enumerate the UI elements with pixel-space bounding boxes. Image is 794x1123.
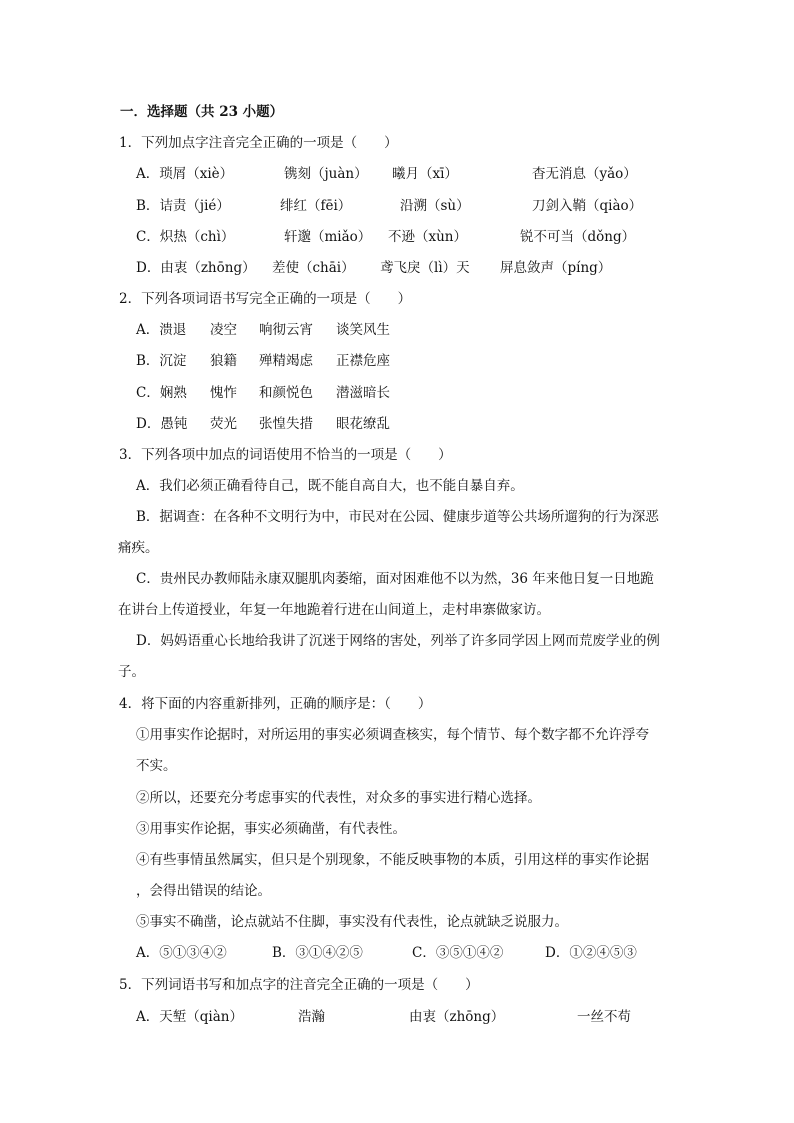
q4-option-d: D．①②④⑤③ [545, 945, 637, 961]
q1-d-2: 差使（chāi） [272, 260, 355, 276]
q1-c-3: 不逊（xùn） [388, 229, 468, 245]
q2-a-4: 谈笑风生 [336, 322, 390, 338]
question-1-stem: 1．下列加点字注音完全正确的一项是（ ） [119, 135, 398, 151]
q2-b-2: 狼籍 [210, 353, 237, 369]
q4-option-a: A．⑤①③④② [136, 945, 227, 961]
q2-a-3: 响彻云宵 [259, 322, 313, 338]
q3-option-c: C．贵州民办教师陆永康双腿肌肉萎缩，面对困难他不以为然，36 年来他日复一日地跪 [136, 571, 654, 587]
q1-c-4: 锐不可当（dǒng） [520, 229, 636, 245]
q5-a-2: 浩瀚 [298, 1009, 325, 1025]
q1-c-2: 轩邈（miǎo） [284, 229, 372, 245]
q1-b-1: B．诘责（jié） [136, 198, 230, 214]
q1-d-3: 鸢飞戾（lì）天 [380, 260, 470, 276]
q4-sentence-2: ②所以，还要充分考虑事实的代表性，对众多的事实进行精心选择。 [136, 790, 541, 806]
q2-d-4: 眼花缭乱 [336, 416, 390, 432]
q2-c-2: 愧怍 [210, 385, 237, 401]
q2-c-1: C．娴熟 [136, 385, 187, 401]
q4-option-b: B．③①④②⑤ [272, 945, 363, 961]
question-5-stem: 5．下列词语书写和加点字的注音完全正确的一项是（ ） [119, 977, 479, 993]
q3-option-d: D．妈妈语重心长地给我讲了沉迷于网络的害处，列举了许多同学因上网而荒废学业的例 [136, 633, 660, 649]
q1-c-1: C．炽热（chì） [136, 229, 235, 245]
q4-sentence-1: ①用事实作论据时，对所运用的事实必须调查核实，每个情节、每个数字都不允许浮夸 [136, 727, 649, 743]
q1-a-3: 曦月（xī） [392, 166, 458, 182]
q4-sentence-1-cont: 不实。 [136, 758, 177, 774]
q1-a-4: 杳无消息（yǎo） [532, 166, 637, 182]
q1-d-1: D．由衷（zhōng） [136, 260, 256, 276]
q2-b-3: 殚精竭虑 [259, 353, 313, 369]
q2-c-3: 和颜悦色 [259, 385, 313, 401]
q5-a-1: A．天堑（qiàn） [136, 1009, 243, 1025]
q1-b-2: 绯红（fēi） [280, 198, 352, 214]
q3-option-d-cont: 子。 [118, 664, 145, 680]
q3-option-a: A．我们必须正确看待自己，既不能自高自大，也不能自暴自弃。 [136, 478, 524, 494]
q2-b-4: 正襟危座 [336, 353, 390, 369]
q4-sentence-4: ④有些事情虽然属实，但只是个别现象，不能反映事物的本质，引用这样的事实作论据 [136, 852, 649, 868]
q4-sentence-5: ⑤事实不确凿，论点就站不住脚，事实没有代表性，论点就缺乏说服力。 [136, 914, 568, 930]
q5-a-3: 由衷（zhōng） [409, 1009, 505, 1025]
q1-a-2: 镌刻（juàn） [284, 166, 368, 182]
q2-b-1: B．沉淀 [136, 353, 187, 369]
question-2-stem: 2．下列各项词语书写完全正确的一项是（ ） [119, 291, 412, 307]
q3-option-b: B．据调查：在各种不文明行为中，市民对在公园、健康步道等公共场所遛狗的行为深恶 [136, 509, 659, 525]
q1-d-4: 屏息敛声（píng） [500, 260, 612, 276]
q1-b-3: 沿溯（sù） [400, 198, 470, 214]
q2-a-2: 凌空 [210, 322, 237, 338]
q3-option-c-cont: 在讲台上传道授业，年复一年地跪着行进在山间道上，走村串寨做家访。 [118, 602, 550, 618]
q1-a-1: A．琐屑（xiè） [136, 166, 234, 182]
q2-c-4: 潜滋暗长 [336, 385, 390, 401]
q4-sentence-3: ③用事实作论据，事实必须确凿，有代表性。 [136, 821, 406, 837]
q2-a-1: A．溃退 [136, 322, 187, 338]
question-3-stem: 3．下列各项中加点的词语使用不恰当的一项是（ ） [119, 447, 452, 463]
q5-a-4: 一丝不苟 [577, 1009, 631, 1025]
section-title: 一．选择题（共 23 小题） [120, 104, 284, 120]
q2-d-2: 荧光 [210, 416, 237, 432]
question-4-stem: 4．将下面的内容重新排列，正确的顺序是：（ ） [119, 696, 432, 712]
q4-sentence-4-cont: ，会得出错误的结论。 [136, 883, 271, 899]
q2-d-1: D．愚钝 [136, 416, 188, 432]
q4-option-c: C．③⑤①④② [412, 945, 504, 961]
q2-d-3: 张惶失措 [259, 416, 313, 432]
q3-option-b-cont: 痛疾。 [118, 540, 159, 556]
q1-b-4: 刀剑入鞘（qiào） [532, 198, 643, 214]
